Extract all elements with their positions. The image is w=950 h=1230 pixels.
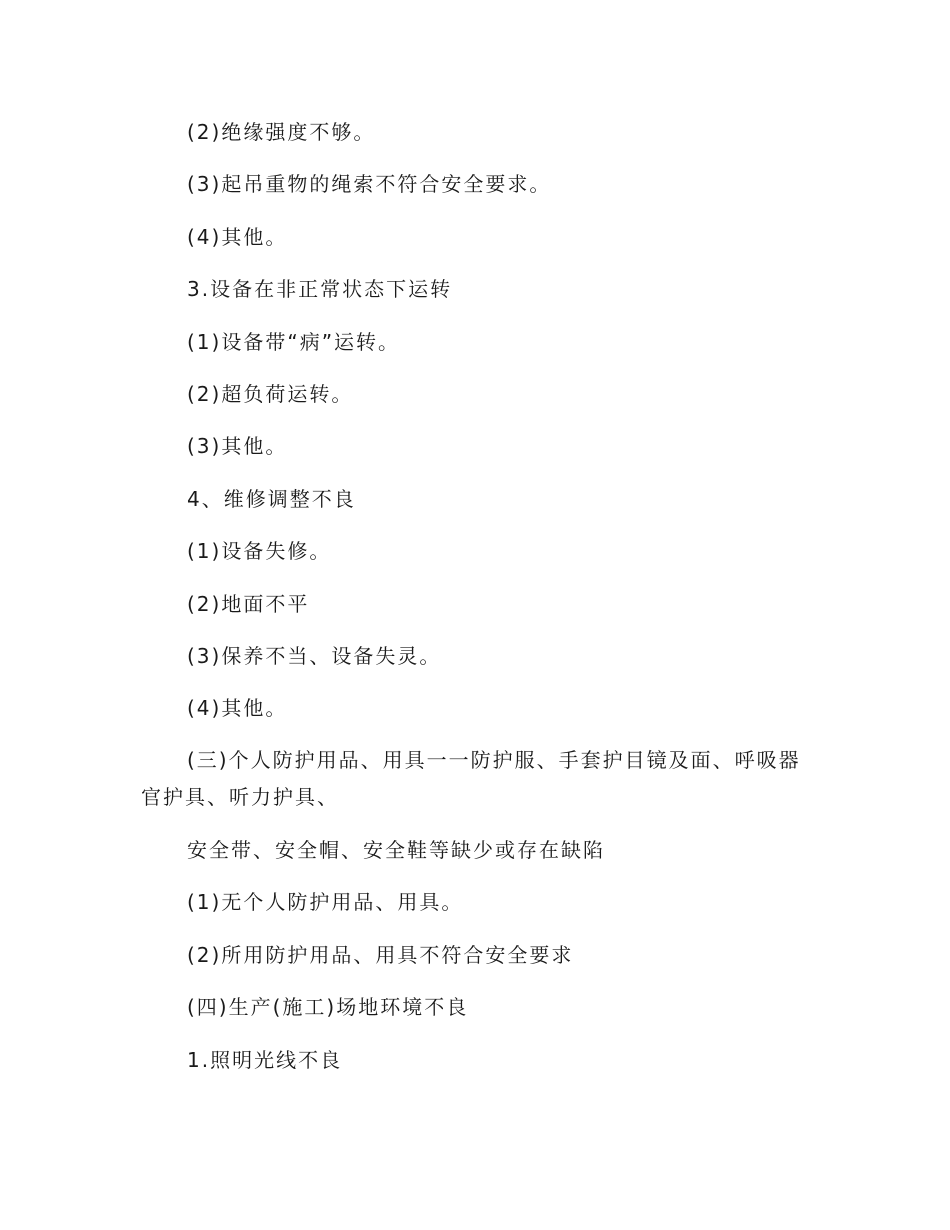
paragraph: (1)无个人防护用品、用具。: [187, 890, 464, 915]
paragraph: (4)其他。: [187, 224, 288, 249]
section-heading: 1.照明光线不良: [187, 1047, 343, 1072]
section-heading: (四)生产(施工)场地环境不良: [187, 995, 469, 1020]
section-heading: 4、维修调整不良: [187, 486, 356, 511]
paragraph: (2)超负荷运转。: [187, 382, 354, 407]
section-heading: (三)个人防护用品、用具一一防护服、手套护目镜及面、呼吸器官护具、听力护具、: [141, 747, 801, 809]
paragraph: (2)绝缘强度不够。: [187, 120, 376, 144]
paragraph: (1)设备带“病”运转。: [187, 329, 401, 354]
paragraph: (4)其他。: [187, 696, 288, 721]
paragraph: (2)地面不平: [187, 591, 310, 616]
document-body: [141, 106, 801, 1086]
section-heading: 3.设备在非正常状态下运转: [187, 277, 453, 302]
paragraph: (3)保养不当、设备失灵。: [187, 644, 442, 669]
paragraph: (1)设备失修。: [187, 539, 332, 564]
paragraph: 安全带、安全帽、安全鞋等缺少或存在缺陷: [187, 837, 605, 862]
paragraph: (2)所用防护用品、用具不符合安全要求: [187, 942, 574, 967]
paragraph: (3)起吊重物的绳索不符合安全要求。: [187, 172, 552, 197]
paragraph: (3)其他。: [187, 434, 288, 459]
